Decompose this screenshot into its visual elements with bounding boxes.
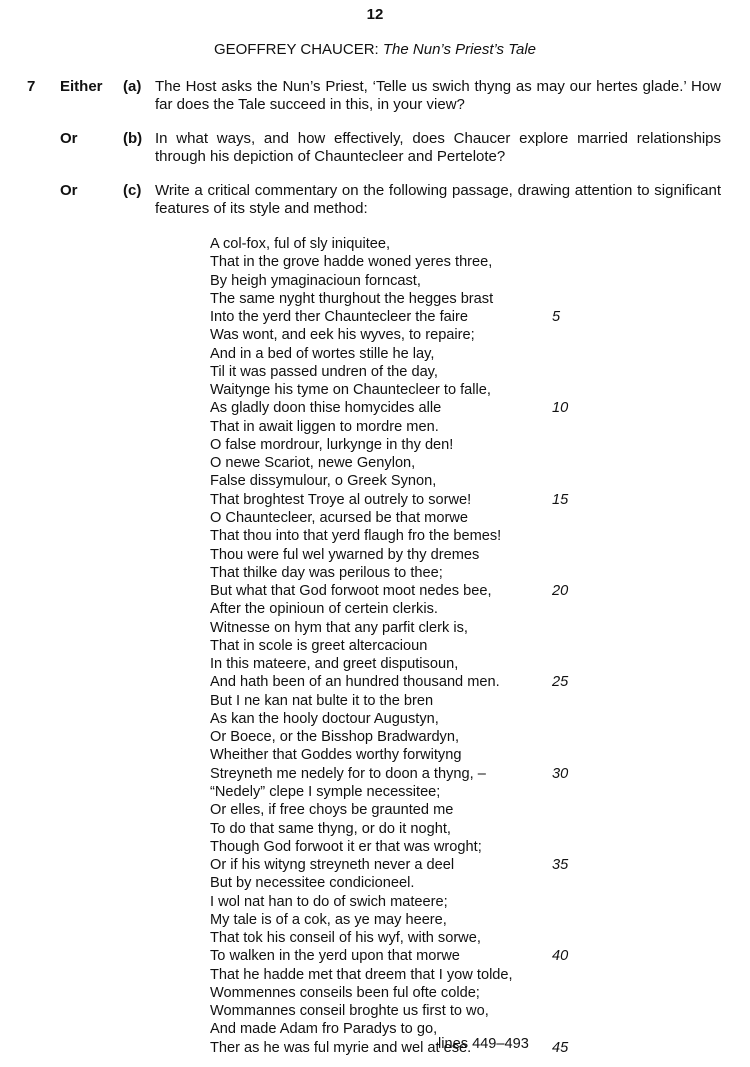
poem-line (210, 253, 570, 271)
line-number: 20 (552, 583, 569, 600)
poem-line (210, 692, 570, 710)
poem-line (210, 418, 570, 436)
option-text-b: In what ways, and how effectively, does Chaucer explore married relationships through his depiction of Chauntecleer and Pertelote? (155, 130, 721, 165)
option-letter-b: (b) (123, 130, 143, 147)
poem-line (210, 235, 570, 253)
poem-line (210, 874, 570, 892)
option-letter-a: (a) (123, 78, 142, 95)
poem-line-text: Though God forwoot it er that was wroght; (210, 838, 482, 855)
line-number: 5 (552, 309, 561, 326)
poem-line-text: Streyneth me nedely for to doon a thyng, – (210, 765, 486, 782)
poem-line (210, 984, 570, 1002)
poem-line (210, 290, 570, 308)
line-number: 30 (552, 765, 569, 782)
title-author: GEOFFREY CHAUCER: (213, 41, 379, 58)
poem-line-text: As kan the hooly doctour Augustyn, (210, 710, 439, 727)
line-number: 35 (552, 857, 569, 874)
poem-line (210, 509, 570, 527)
poem-line (210, 856, 570, 874)
option-connector-c: Or (60, 182, 78, 199)
poem-line-text: To do that same thyng, or do it noght, (210, 820, 451, 837)
title-work: The Nun’s Priest’s Tale (382, 41, 537, 58)
poem-line-text: My tale is of a cok, as ye may heere, (210, 911, 447, 928)
option-connector-a: Either (60, 78, 103, 95)
poem-line (210, 637, 570, 655)
poem-line (210, 436, 570, 454)
poem-line (210, 710, 570, 728)
poem-line (210, 911, 570, 929)
poem-line (210, 381, 570, 399)
poem-line (210, 491, 570, 509)
question-number: 7 (27, 78, 36, 95)
poem-line-text: In this mateere, and greet disputisoun, (210, 656, 459, 673)
poem-line-text: O false mordrour, lurkynge in thy den! (210, 436, 454, 453)
poem-line-text: Witnesse on hym that any parfit clerk is, (210, 619, 468, 636)
poem-line-text: But what that God forwoot moot nedes bee, (210, 583, 492, 600)
poem-line (210, 326, 570, 344)
poem-line-text: Or elles, if free choys be graunted me (210, 802, 454, 819)
poem-line (210, 728, 570, 746)
poem-line-text: That thilke day was perilous to thee; (210, 564, 443, 581)
poem-line (210, 820, 570, 838)
poem-line (210, 600, 570, 618)
poem-line-text: O Chauntecleer, acursed be that morwe (210, 509, 468, 526)
poem-line-text: As gladly doon thise homycides alle (210, 400, 442, 417)
poem-line-text: Into the yerd ther Chauntecleer the faire (210, 309, 468, 326)
poem-line (210, 308, 570, 326)
line-number: 15 (552, 491, 569, 508)
poem-line (210, 655, 570, 673)
poem-passage (210, 235, 570, 1057)
poem-line-text: And made Adam fro Paradys to go, (210, 1021, 438, 1038)
poem-line-text: Wommannes conseil broghte us first to wo, (210, 1003, 489, 1020)
poem-line-text: By heigh ymaginacioun forncast, (210, 272, 421, 289)
poem-line (210, 783, 570, 801)
poem-line (210, 454, 570, 472)
line-number: 10 (552, 400, 569, 417)
poem-line (210, 472, 570, 490)
line-number: 25 (552, 674, 569, 691)
line-reference: lines 449–493 (438, 1036, 529, 1052)
poem-line (210, 838, 570, 856)
poem-line-text: Wommennes conseils been ful ofte colde; (210, 984, 480, 1001)
poem-line (210, 929, 570, 947)
poem-line-text: And hath been of an hundred thousand men. (210, 674, 500, 691)
poem-line (210, 399, 570, 417)
poem-line (210, 363, 570, 381)
poem-line-text: After the opinioun of certein clerkis. (210, 601, 438, 618)
page-number: 12 (366, 6, 384, 23)
option-text-a: The Host asks the Nun’s Priest, ‘Telle us swich thyng as may our hertes glade.’ How far does the Tale succeed in this, in your view? (155, 78, 721, 113)
poem-line-text: O newe Scariot, newe Genylon, (210, 455, 416, 472)
poem-line (210, 893, 570, 911)
poem-line (210, 801, 570, 819)
poem-line-text: “Nedely” clepe I symple necessitee; (210, 783, 441, 800)
poem-line-text: Wheither that Goddes worthy forwityng (210, 747, 462, 764)
poem-line (210, 345, 570, 363)
poem-line-text: A col-fox, ful of sly iniquitee, (210, 236, 391, 252)
line-number: 40 (552, 948, 569, 965)
poem-line-text: That thou into that yerd flaugh fro the bemes! (210, 528, 502, 545)
poem-line-text: Or if his wityng streyneth never a deel (210, 857, 455, 874)
line-number: 45 (552, 1039, 569, 1056)
poem-line-text: That in await liggen to mordre men. (210, 418, 439, 435)
poem-line-text: False dissymulour, o Greek Synon, (210, 473, 437, 490)
poem-line (210, 546, 570, 564)
poem-line-text: Thou were ful wel ywarned by thy dremes (210, 546, 480, 563)
poem-line-text: But by necessitee condicioneel. (210, 875, 415, 892)
poem-line (210, 527, 570, 545)
poem-line-text: That broghtest Troye al outrely to sorwe! (210, 491, 472, 508)
poem-line-text: To walken in the yerd upon that morwe (210, 948, 460, 965)
poem-line (210, 947, 570, 965)
poem-line-text: Was wont, and eek his wyves, to repaire; (210, 327, 475, 344)
poem-line-text: That he hadde met that dreem that I yow tolde, (210, 966, 513, 983)
poem-line (210, 966, 570, 984)
option-text-c: Write a critical commentary on the following passage, drawing attention to significant features of its style and method: (155, 182, 721, 217)
poem-line-text: That in scole is greet altercacioun (210, 637, 428, 654)
poem-line-text: I wol nat han to do of swich mateere; (210, 893, 448, 910)
poem-line-text: Or Boece, or the Bisshop Bradwardyn, (210, 729, 460, 746)
poem-line (210, 582, 570, 600)
poem-line-text: And in a bed of wortes stille he lay, (210, 345, 435, 362)
option-letter-c: (c) (123, 182, 142, 199)
poem-line (210, 564, 570, 582)
poem-line (210, 765, 570, 783)
poem-line-text: Waitynge his tyme on Chauntecleer to falle, (210, 382, 491, 399)
poem-line-text: The same nyght thurghout the hegges brast (210, 290, 494, 307)
poem-line (210, 272, 570, 290)
poem-line (210, 673, 570, 691)
poem-line (210, 746, 570, 764)
poem-line-text: That in the grove hadde woned yeres three, (210, 254, 493, 271)
option-connector-b: Or (60, 130, 78, 147)
poem-line-text: But I ne kan nat bulte it to the bren (210, 692, 434, 709)
poem-line (210, 619, 570, 637)
poem-line-text: Til it was passed undren of the day, (210, 363, 438, 380)
page-title (0, 41, 750, 58)
poem-line-text: That tok his conseil of his wyf, with sorwe, (210, 930, 481, 947)
poem-line-text: Ther as he was ful myrie and wel at ese. (210, 1039, 472, 1056)
poem-line (210, 1002, 570, 1020)
